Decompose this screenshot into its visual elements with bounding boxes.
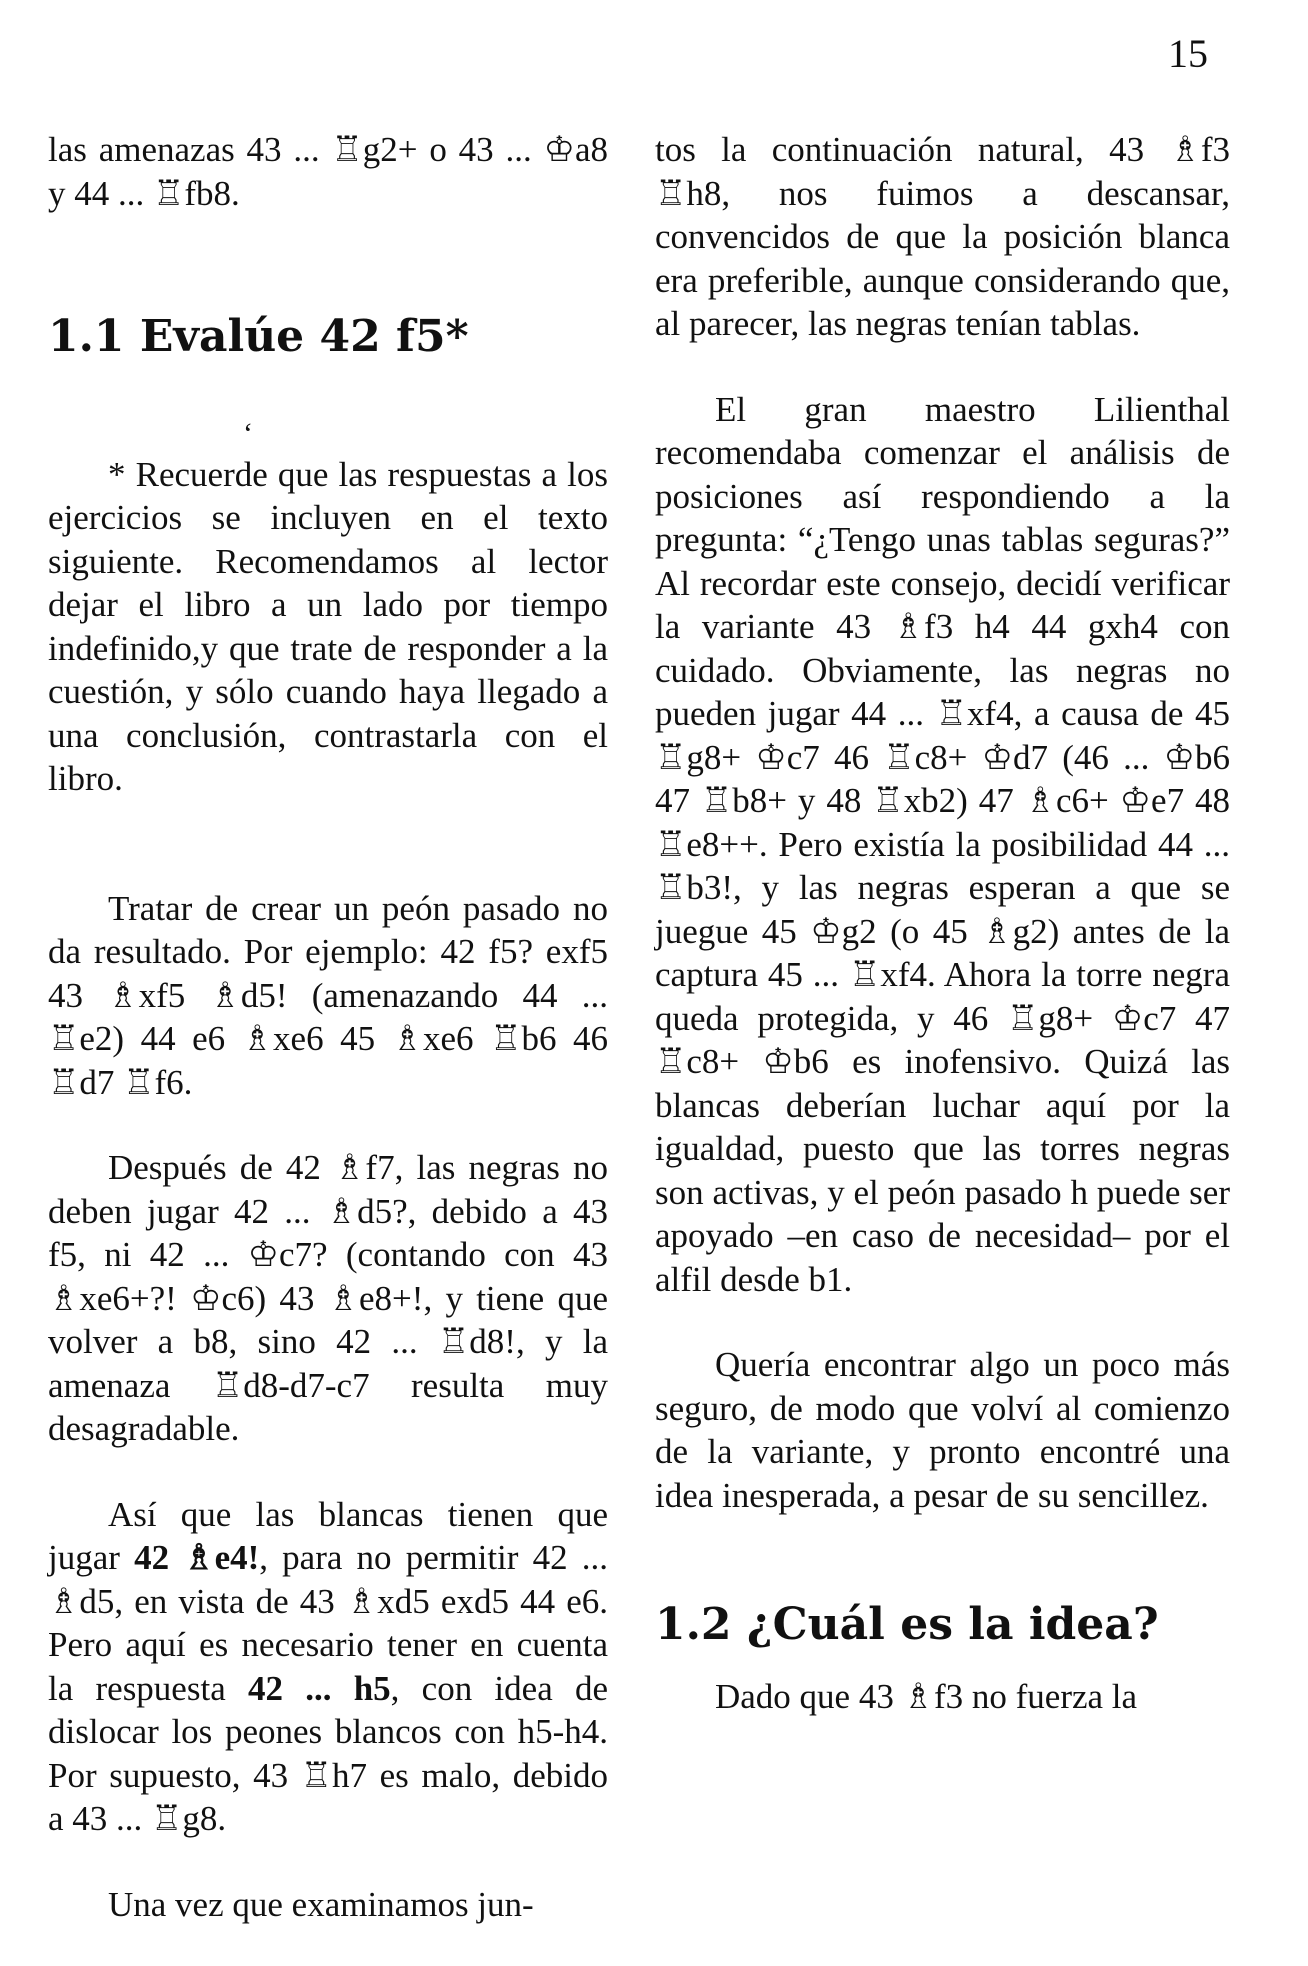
left-column (48, 128, 608, 1926)
left-continuation-paragraph: las amenazas 43 ... ♖g2+ o 43 ... ♔a8 y 44 ... ♖fb8. (48, 130, 608, 213)
left-paragraph-2: Después de 42 ♗f7, las negras no deben jugar 42 ... ♗d5?, debido a 43 f5, ni 42 ... ♔c7? (contando con 43 ♗xe6+?! ♔c6) 43 ♗e8+!, y tiene que volver a b8, sino 42 ... ♖d8!, y la amenaza ♖d8-d7-c7 resulta muy desagradable. (48, 1148, 608, 1448)
left-paragraph-1: Tratar de crear un peón pasado no da resultado. Por ejemplo: 42 f5? exf5 43 ♗xf5 ♗d5! (amenazando 44 ... ♖e2) 44 e6 ♗xe6 45 ♗xe6 ♖b6 46 ♖d7 ♖f6. (48, 888, 608, 1102)
p3-text-1: Así que las blancas tienen que jugar (48, 1494, 608, 1577)
left-paragraph-3 (48, 1493, 608, 1841)
p3-text-2: , para no permitir 42 ... ♗d5, en vista de 43 ♗xd5 exd5 44 e6. Pero aquí es necesario tener en cuenta la respuesta (48, 1538, 608, 1708)
section-heading-1-2: 1.2 ¿Cuál es la idea? (655, 1599, 1159, 1650)
footnote (48, 453, 608, 801)
right-continuation-paragraph: tos la continuación natural, 43 ♗f3 ♖h8, nos fuimos a descansar, convencidos de que la posición blanca era preferible, aunque considerando que, al parecer, las negras tenían tablas. (655, 130, 1230, 343)
right-paragraph-2: Quería encontrar algo un poco más seguro, de modo que volví al comienzo de la variante, y pronto encontré una idea inesperada, a pesar de su sencillez. (655, 1345, 1230, 1515)
page-number: 15 (1168, 31, 1208, 76)
right-paragraph-1: El gran maestro Lilienthal recomendaba comenzar el análisis de posiciones así respondiendo a la pregunta: “¿Tengo unas tablas seguras?” Al recordar este consejo, decidí verificar la variante 43 ♗f3 h4 44 gxh4 con cuidado. Obviamente, las negras no pueden jugar 44 ... ♖xf4, a causa de 45 ♖g8+ ♔c7 46 ♖c8+ ♔d7 (46 ... ♔b6 47 ♖b8+ y 48 ♖xb2) 47 ♗c6+ ♔e7 48 ♖e8++. Pero existía la posibilidad 44 ... ♖b3!, y las negras esperan a que se juegue 45 ♔g2 (o 45 ♗g2) antes de la captura 45 ... ♖xf4. Ahora la torre negra queda protegida, y 46 ♖g8+ ♔c7 47 ♖c8+ ♔b6 es inofensivo. Quizá las blancas deberían luchar aquí por la igualdad, puesto que las torres negras son activas, y el peón pasado h puede ser apoyado –en caso de necesidad– por el alfil desde b1. (655, 389, 1230, 1299)
left-paragraph-4: Una vez que examinamos jun- (108, 1884, 534, 1924)
p3-text-3: , con idea de dislocar los peones blancos con h5-h4. Por supuesto, 43 ♖h7 es malo, debido a 43 ... ♖g8. (48, 1668, 609, 1838)
section-heading-1-1: 1.1 Evalúe 42 f5* (48, 311, 469, 362)
p3-bold-move-1: 42 ♗e4! (134, 1538, 260, 1577)
footnote-text: * Recuerde que las respuestas a los ejercicios se incluyen en el texto siguiente. Recomendamos al lector dejar el libro a un lado por tiempo indefinido,y que trate de responder a la cuestión, y sólo cuando haya llegado a una conclusión, contrastarla con el libro. (48, 454, 608, 798)
p3-bold-move-2: 42 ... h5 (247, 1668, 391, 1708)
right-column (655, 128, 1230, 1718)
right-paragraph-3: Dado que 43 ♗f3 no fuerza la (715, 1676, 1138, 1716)
stray-mark: ʻ (243, 416, 253, 450)
